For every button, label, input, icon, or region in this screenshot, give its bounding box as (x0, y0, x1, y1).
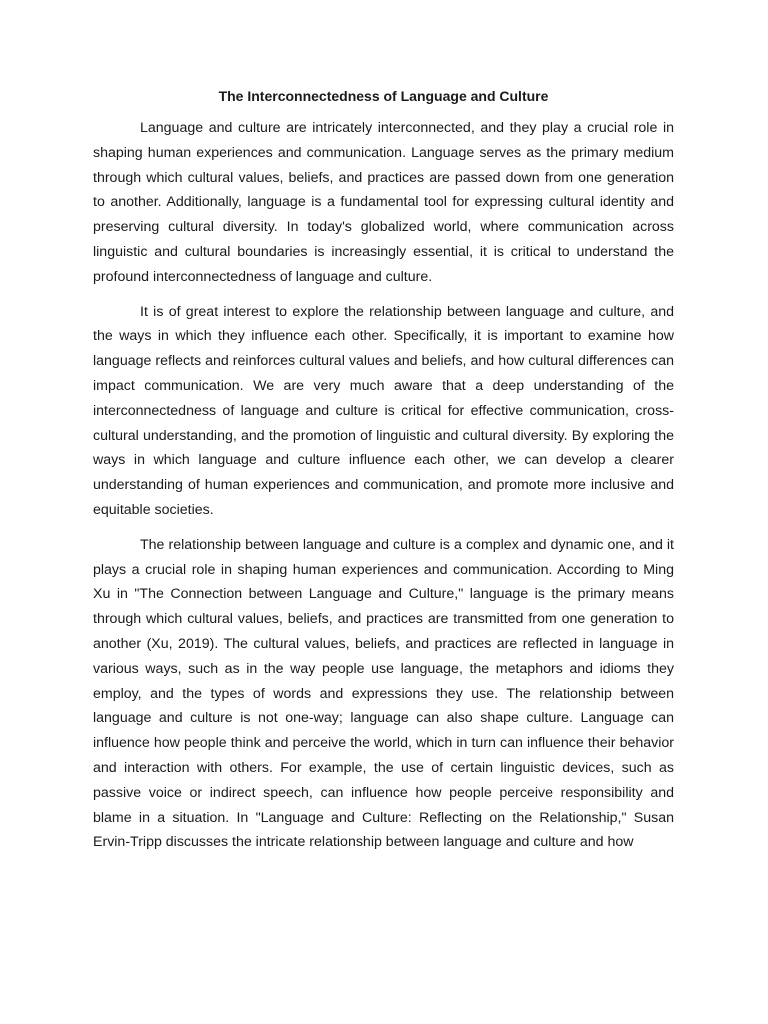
paragraph-3: The relationship between language and culture is a complex and dynamic one, and it plays a crucial role in shaping human experiences and communication. According to Ming Xu in "The Connection between Language and Culture," language is the primary means through which cultural values, beliefs, and practices are transmitted from one generation to another (Xu, 2019). The cultural values, beliefs, and practices are reflected in language in various ways, such as in the way people use language, the metaphors and idioms they employ, and the types of words and expressions they use. The relationship between language and culture is not one-way; language can also shape culture. Language can influence how people think and perceive the world, which in turn can influence their behavior and interaction with others. For example, the use of certain linguistic devices, such as passive voice or indirect speech, can influence how people perceive responsibility and blame in a situation. In "Language and Culture: Reflecting on the Relationship," Susan Ervin-Tripp discusses the intricate relationship between language and culture and how (93, 536, 674, 851)
paragraph-2: It is of great interest to explore the relationship between language and culture, and the ways in which they influence each other. Specifically, it is important to examine how language reflects and reinforces cultural values and beliefs, and how cultural differences can impact communication. We are very much aware that a deep understanding of the interconnectedness of language and culture is critical for effective communication, cross-cultural understanding, and the promotion of linguistic and cultural diversity. By exploring the ways in which language and culture influence each other, we can develop a clearer understanding of human experiences and communication, and promote more inclusive and equitable societies. (93, 303, 674, 518)
document-title: The Interconnectedness of Language and Culture (218, 88, 549, 104)
paragraph-1: Language and culture are intricately interconnected, and they play a crucial role in shaping human experiences and communication. Language serves as the primary medium through which cultural values, beliefs, and practices are passed down from one generation to another. Additionally, language is a fundamental tool for expressing cultural identity and preserving cultural diversity. In today's globalized world, where communication across linguistic and cultural boundaries is increasingly essential, it is critical to understand the profound interconnectedness of language and culture. (93, 120, 674, 285)
document-page (93, 86, 674, 865)
